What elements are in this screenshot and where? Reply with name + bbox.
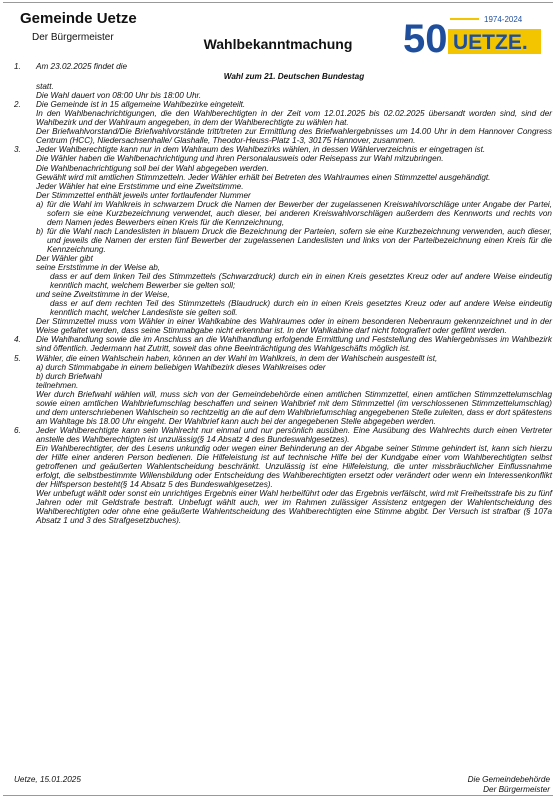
paragraph: Die Wähler haben die Wahlbenachrichtigung und ihren Personalausweis oder Reisepass zur Wahl mitzubringen.: [36, 154, 444, 164]
section-number: 1.: [14, 62, 21, 71]
mayor-subtitle: Der Bürgermeister: [32, 32, 114, 43]
section-1: [14, 62, 552, 100]
top-border-line: [3, 2, 553, 3]
election-statt: statt.: [36, 82, 54, 92]
paragraph: Jeder Wahlberechtigte kann nur in dem Wahlraum des Wahlbezirks wählen, in dessen Wählerverzeichnis er eingetragen ist.: [36, 145, 486, 155]
paragraph: Wer unbefugt wählt oder sonst ein unrichtiges Ergebnis einer Wahl herbeiführt oder das Ergebnis verfälscht, wird mit Freiheitsstrafe bis zu fünf Jahren oder mit Geldstrafe bestraft. Unbefugt wählt auch, wer im Rahmen zulässiger Assistenz entgegen der Wahlentscheidung des Wahlberechtigten oder ohne eine geäußerte Wahlentscheidung des Wahlberechtigten eine Stimme abgibt. Der Versuch ist strafbar (§ 107a Absatz 1 und 3 des Strafgesetzbuches).: [36, 489, 552, 526]
bottom-border-line: [3, 795, 553, 796]
paragraph: Gewählt wird mit amtlichen Stimmzetteln. Jeder Wähler erhält bei Betreten des Wahlraumes einen Stimmzettel ausgehändigt.: [36, 172, 491, 182]
voting-hours: Die Wahl dauert von 08:00 Uhr bis 18:00 Uhr.: [36, 91, 202, 101]
section-number: 5.: [14, 353, 21, 363]
section-2: [14, 100, 552, 145]
paragraph: Der Stimmzettel muss vom Wähler in einer Wahlkabine des Wahlraumes oder in einem besonderen Nebenraum gekennzeichnet und in der Weise gefaltet werden, dass seine Stimmabgabe nicht erkennbar ist. In der Wahlkabine darf nicht fotografiert oder gefilmt werden.: [36, 317, 552, 336]
paragraph: Die Wahlhandlung sowie die im Anschluss an die Wahlhandlung erfolgende Ermittlung und Feststellung des Wahlergebnisses im Wahlbezirk sind öffentlich. Jedermann hat Zutritt, soweit das ohne Beeinträchtigung des Wahlgeschäfts möglich ist.: [36, 335, 552, 354]
ballot-item-a: [14, 200, 552, 227]
paragraph: dass er auf dem rechten Teil des Stimmzettels (Blaudruck) durch ein in einen Kreis gesetztes Kreuz oder auf andere Weise eindeutig kenntlich macht, welcher Landesliste sie gelten soll.: [50, 299, 552, 318]
section-6: [14, 426, 552, 526]
uetze-50-years-logo: [403, 12, 543, 58]
paragraph: Wer durch Briefwahl wählen will, muss sich von der Gemeindebehörde einen amtlichen Stimmzettel, einen amtlichen Stimmzettelumschlag sowie einen amtlichen Wahlbriefumschlag beschaffen und seinen Wahlbrief mit dem Stimmzettel (im verschlossenen Stimmzettelumschlag) und dem unterschriebenen Wahlschein so rechtzeitig an die auf dem Wahlbriefumschlag angegebenen Stelle zuleiten, dass er dort spätestens am Wahltage bis 18.00 Uhr eingeht. Der Wahlbrief kann auch bei der angegebenen Stelle abgegeben werden.: [36, 389, 552, 426]
signature-mayor: Der Bürgermeister: [483, 785, 550, 794]
section-number: 2.: [14, 100, 21, 110]
paragraph: Die Wahlbenachrichtigung soll bei der Wahl abgegeben werden.: [36, 163, 269, 173]
logo-years: 1974-2024: [484, 15, 523, 24]
paragraph: Jeder Wähler hat eine Erststimme und eine Zweitstimme.: [36, 181, 244, 191]
section-3: [14, 145, 552, 199]
paragraph: Ein Wahlberechtigter, der des Lesens unkundig oder wegen einer Behinderung an der Abgabe seiner Stimme gehindert ist, kann sich hierzu der Hilfe einer anderen Person bedienen. Die Hilfeleistung ist auf technische Hilfe bei der Kundgabe einer vom Wahlberechtigten selbst getroffenen und geäußerten Wahlentscheidung beschränkt. Unzulässig ist eine Hilfeleistung, die unter missbräuchlicher Einflussnahme erfolgt, die selbstbestimmte Willensbildung oder Entscheidung des Wahlberechtigten ersetzt oder verändert oder wenn ein Interessenkonflikt der Hilfsperson besteht(§ 14 Absatz 5 des Bundeswahlgesetzes).: [36, 443, 552, 490]
paragraph: Der Wähler gibt: [36, 253, 93, 263]
paragraph: teilnehmen.: [36, 380, 79, 390]
section-number: 3.: [14, 145, 21, 155]
section-number: 4.: [14, 335, 21, 345]
municipality-name: Gemeinde Uetze: [20, 10, 137, 27]
place-and-date: Uetze, 15.01.2025: [14, 775, 81, 784]
logo-number: 50: [403, 17, 448, 58]
paragraph: Wähler, die einen Wahlschein haben, können an der Wahl im Wahlkreis, in dem der Wahlschein ausgestellt ist,: [36, 353, 438, 363]
paragraph: In den Wahlbenachrichtigungen, die den Wahlberechtigten in der Zeit vom 12.01.2025 bis 02.02.2025 übersandt worden sind, sind der Wahlbezirk und der Wahlraum angegeben, in dem der Wahlberechtigte zu wählen hat.: [36, 109, 552, 128]
paragraph: Der Stimmzettel enthält jeweils unter fortlaufender Nummer: [36, 190, 251, 200]
document-title: Wahlbekanntmachung: [203, 36, 353, 52]
notice-body: [14, 62, 552, 525]
paragraph: dass er auf dem linken Teil des Stimmzettels (Schwarzdruck) durch ein in einen Kreis gesetztes Kreuz oder auf andere Weise eindeutig kenntlich macht, welchem Bewerber sie gelten soll;: [50, 272, 552, 291]
paragraph: b) durch Briefwahl: [36, 371, 102, 381]
election-intro: Am 23.02.2025 findet die: [36, 62, 128, 71]
section-number: 6.: [14, 425, 21, 435]
paragraph: und seine Zweitstimme in der Weise,: [36, 290, 170, 300]
ballot-item-b: [14, 227, 552, 254]
election-name: Wahl zum 21. Deutschen Bundestag: [223, 72, 365, 82]
logo-name: UETZE.: [453, 31, 528, 54]
section-5: [14, 354, 552, 426]
item-text: für die Wahl nach Landeslisten in blauem Druck die Bezeichnung der Parteien, sofern sie eine Kurzbezeichnung verwenden, auch dieser, und jeweils die Namen der ersten fünf Bewerber der zugelassenen Landeslisten und links von der Parteibezeichnung einen Kreis für die Kennzeichnung.: [47, 226, 552, 254]
item-label: b): [36, 226, 44, 236]
item-label: a): [36, 199, 44, 209]
signature-authority: Die Gemeindebehörde: [467, 775, 550, 784]
paragraph: Jeder Wahlberechtigte kann sein Wahlrecht nur einmal und nur persönlich ausüben. Eine Ausübung des Wahlrechts durch einen Vertreter anstelle des Wahlberechtigten ist unzulässig(§ 14 Absatz 4 des Bundeswahlgesetzes).: [36, 425, 552, 444]
section-4: [14, 335, 552, 353]
paragraph: Der Briefwahlvorstand/Die Briefwahlvorstände tritt/treten zur Ermittlung des Briefwahlergebnisses um 14.00 Uhr in dem Hannover Congress Centrum (HCC), Niedersachsenhalle/ Glashalle, Theodor-Heuss-Platz 1-3, 30175 Hannover, zusammen.: [36, 127, 552, 146]
paragraph: seine Erststimme in der Weise ab,: [36, 263, 161, 273]
paragraph: a) durch Stimmabgabe in einem beliebigen Wahlbezirk dieses Wahlkreises oder: [36, 362, 326, 372]
paragraph: Die Gemeinde ist in 15 allgemeine Wahlbezirke eingeteilt.: [36, 100, 246, 110]
item-text: für die Wahl im Wahlkreis in schwarzem Druck die Namen der Bewerber der zugelassenen Kreiswahlvorschläge unter Angabe der Partei, sofern sie eine Kurzbezeichnung verwendet, auch dieser, bei anderen Kreiswahlvorschlägen außerdem des Kennworts und rechts von dem Namen jedes Bewerbers einen Kreis für die Kennzeichnung,: [47, 199, 552, 227]
